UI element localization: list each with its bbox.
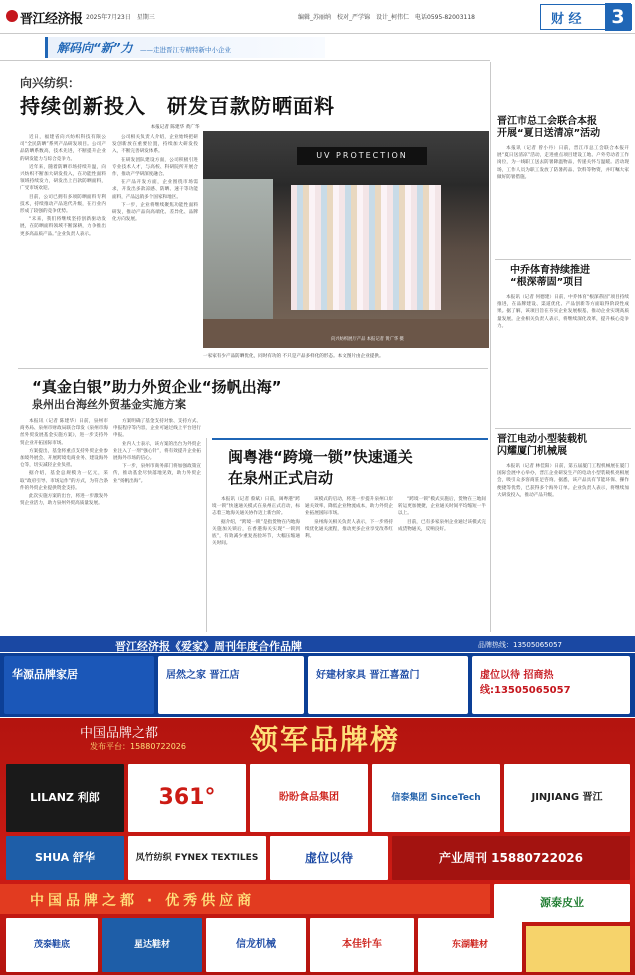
- brand-lilanz[interactable]: LILANZ 利郎: [6, 764, 124, 832]
- ad-tile: [526, 926, 630, 972]
- paragraph: 下一步，泉州市商务部门将加强政策宣传，推动基金尽快落地见效，助力外贸企业“扬帆出海”。: [113, 464, 201, 484]
- paragraph: “未来，我们将继续坚持创新驱动发展，在防晒面料领域不断深耕，力争推出更多高品质产品。”企业负责人表示。: [20, 217, 106, 237]
- paragraph: 本报讯（记者 蔡斌）日前，闽粤港“跨境一锁”快速通关模式在泉州正式启动，标志着三地海关通关协作迈上新台阶。: [212, 497, 300, 517]
- brief1-headline-line1: 晋江市总工会联合本报: [497, 116, 597, 127]
- brief2-body: [497, 294, 629, 424]
- lead-body-col1: [20, 134, 106, 364]
- ad-label: 虚位以待 招商热线:13505065057: [480, 670, 571, 696]
- ad-ranking-kicker: 中国品牌之都: [80, 726, 159, 741]
- section-title: 财 经: [551, 12, 582, 27]
- divider: [495, 428, 631, 429]
- divider: [18, 368, 488, 369]
- paragraph: 目前，公司已拥有多项防晒面料专利技术，持续推动产品迭代升级，在行业内形成了较强的竞争优势。: [20, 194, 106, 215]
- newspaper-logo-icon: [6, 10, 18, 22]
- ad-ranking-phone: 发布平台：15880722026: [90, 742, 186, 751]
- paragraph: 目前，已有多家泉州企业通过该模式完成货物通关，反响良好。: [398, 519, 486, 532]
- lead-photo: [203, 131, 489, 348]
- staff-credits: 编辑_苏丽纳 校对_严学锦 设计_柯伟仁 电话0595-82003118: [298, 14, 475, 21]
- brief2-headline-line1: 中乔体育持续推进: [510, 265, 590, 276]
- lead-headline: 持续创新投入 研发百款防晒面料: [20, 94, 335, 118]
- article3-body-col1: [212, 496, 300, 630]
- paragraph: 本报讯（记者 陈建华）日前，泉州市商务局、泉州市财政局联合印发《泉州市海丝外贸发展基金实施方案》，进一步支持外贸企业开拓国际市场。: [20, 419, 108, 446]
- article2-headline: “真金白银”助力外贸企业“扬帆出海”: [32, 378, 282, 396]
- brief3-headline-line2: 闪耀厦门机械展: [497, 446, 567, 457]
- paragraph: 在研发团队建设方面，公司积极引进专业技术人才，与高校、科研院所开展合作，推动产学研深度融合。: [112, 157, 198, 178]
- brief2-headline-line2: “根深蒂固”项目: [510, 277, 584, 288]
- brief3-body: [497, 463, 629, 631]
- paragraph: 据介绍，“跨境一锁”是指货物在内地海关施加关锁后，在香港海关实现“一锁到底”，有效减少重复查验环节，大幅压缩通关时间。: [212, 519, 300, 547]
- article3-body-col3: [398, 496, 486, 630]
- article2-body-col1: [20, 418, 108, 630]
- ad-title: 晋江经济报《爱家》周刊年度合作品牌: [115, 640, 302, 653]
- brand-sincetech[interactable]: 信泰集团 SinceTech: [372, 764, 500, 832]
- article3-headline-line2: 在泉州正式启动: [228, 469, 334, 487]
- paragraph: 本报讯（记者 林佳阳）日前，第五届厦门工程机械展在厦门国际会展中心举办，晋江企业研发生产的电动小型装载机亮相展会，吸引众多客商驻足咨询。据悉，该产品具有节能环保、操作便捷等优势，已获得多个海外订单。企业负责人表示，将继续加大研发投入，推动产品升级。: [497, 464, 629, 498]
- ad-vacancy[interactable]: [472, 656, 630, 714]
- paragraph: 本报讯（记者 何德建）日前，中乔体育“根深蒂固”项目持续推进，在品牌建设、渠道优化、产品创新等方面取得阶段性成果。据了解，该项目旨在夯实企业发展根基，推动企业实现高质量发展。企业相关负责人表示，将继续深化改革，提升核心竞争力。: [497, 295, 629, 329]
- paragraph: 近年来，随着防晒市场持续升温，向兴纺织不断加大研发投入，在功能性面料领域持续发力，研发出上百款防晒面料，广受市场欢迎。: [20, 164, 106, 192]
- brand-361[interactable]: 361°: [128, 764, 246, 832]
- paragraph: 本报讯（记者 曾小丹）日前，晋江市总工会联合本报开展“夏日送清凉”活动，走进重点项目建设工地、户外劳动者工作岗位，为一线职工送去防暑降温物品，传递关怀与温暖。活动现场，工作人员为职工发放了防暑药品、饮料等物资，并叮嘱大家做好防暑措施。: [497, 146, 629, 180]
- newspaper-name: 晋江经济报: [20, 12, 83, 27]
- article3-body-col2: [305, 496, 393, 630]
- paragraph: 在产品开发方面，企业围绕市场需求，开发出多款凉感、防晒、速干等功能面料，产品远销多个国家和地区。: [112, 180, 198, 200]
- paragraph: 业内人士表示，该方案的出台为外贸企业注入了一剂“强心针”，将有效提升企业拓展海外市场的信心。: [113, 441, 201, 462]
- article3-headline-line1: 闽粤港“跨境一锁”快速通关: [228, 448, 413, 466]
- ad-ranking-title: 领军品牌榜: [250, 723, 401, 756]
- brand-jinjiang[interactable]: JINJIANG 晋江: [504, 764, 630, 832]
- photo-credit: 向兴纺织展厅产品 本报记者 黄广华 摄: [331, 337, 404, 342]
- brand-yuantai[interactable]: 源泰皮业: [494, 884, 630, 922]
- brand-panpan[interactable]: 盼盼食品集团: [250, 764, 368, 832]
- photo-store-sign: UV PROTECTION: [297, 147, 427, 165]
- ad-huayuan[interactable]: [4, 656, 154, 714]
- brand-shua[interactable]: SHUA 舒华: [6, 836, 124, 880]
- paragraph: 方案明确了基金支持对象、支持方式、申报程序等内容，企业可通过线上平台进行申报。: [113, 419, 201, 439]
- divider: [0, 60, 490, 61]
- brand-vacancy[interactable]: 虚位以待: [270, 836, 388, 880]
- ad-label: 居然之家 晋江店: [166, 670, 240, 681]
- brand-benjia[interactable]: 本佳针车: [310, 918, 414, 972]
- paragraph: 此次实施方案的出台，将进一步激发外贸企业活力，助力泉州外贸高质量发展。: [20, 494, 108, 507]
- brand-donghu[interactable]: 东湖鞋材: [418, 918, 522, 972]
- lead-body-col2: [112, 134, 198, 364]
- lead-kicker: 向兴纺织：: [20, 76, 81, 90]
- article2-subhead: 泉州出台海丝外贸基金实施方案: [32, 398, 186, 411]
- photo-floor: [203, 319, 489, 348]
- ad-label: 华源品牌家居: [12, 668, 78, 681]
- ad-label: 好建材家具 晋江喜盈门: [316, 670, 420, 681]
- paragraph: 下一步，企业将继续聚焦功能性面料研发，推动产品向高端化、差异化、品牌化方向发展。: [112, 202, 198, 223]
- article3-top-rule: [212, 438, 488, 440]
- ad-hotline: 品牌热线：13505065057: [478, 641, 562, 649]
- lead-byline: 本报记者 陈建华 黄广华: [150, 125, 200, 130]
- paragraph: 泉州海关相关负责人表示，下一步将持续优化通关流程，推动更多企业享受改革红利。: [305, 519, 393, 540]
- issue-date: 2025年7月23日 星期三: [86, 14, 155, 21]
- column-banner-title: 解码向“新”力: [57, 41, 133, 55]
- column-divider: [206, 438, 207, 632]
- brand-xingda[interactable]: 星达鞋材: [102, 918, 202, 972]
- paragraph: 据介绍，基金总规模为一亿元，采取“政府引导、市场运作”的方式，为符合条件的外贸企业提供资金支持。: [20, 471, 108, 491]
- paragraph: 近日，福建省向兴纺织科技有限公司“全民防晒”系列产品研发项目。公司产品防晒系数高，技术先进，不断提升企业的研发能力与综合竞争力。: [20, 135, 106, 162]
- ad-easyhome[interactable]: [158, 656, 304, 714]
- paragraph: 方案提出，基金将重点支持外贸企业参加境外展会、开展跨境电商业务、建设海外仓等，切实减轻企业负担。: [20, 448, 108, 469]
- column-divider: [490, 62, 491, 632]
- divider: [495, 259, 631, 260]
- column-banner-subtitle: ——走进晋江专精特新中小企业: [140, 46, 231, 54]
- photo-garment-rack: [291, 185, 441, 310]
- brand-maotai[interactable]: 茂泰鞋底: [6, 918, 98, 972]
- paragraph: “跨境一锁”模式实施后，货物在三地间转运更加便捷，企业通关时间平均缩短一半以上。: [398, 497, 486, 517]
- brand-fynex[interactable]: 凤竹纺织 FYNEX TEXTILES: [128, 836, 266, 880]
- lead-photo-caption: 一家家有少产品防晒优化，同时有功的 不只是产品多样化的形态。本文图片由企业提供。: [203, 354, 384, 359]
- article2-body-col2: [113, 418, 201, 630]
- brand-industry-weekly[interactable]: 产业周刊 15880722026: [392, 836, 630, 880]
- ad-building-materials[interactable]: [308, 656, 468, 714]
- brief1-headline-line2: 开展“夏日送清凉”活动: [497, 128, 601, 139]
- brand-xinlong[interactable]: 信龙机械: [206, 918, 306, 972]
- page-number: 3: [605, 3, 631, 31]
- brief1-body: [497, 145, 629, 255]
- brief3-headline-line1: 晋江电动小型装载机: [497, 434, 587, 445]
- paragraph: 该模式的启动，将进一步提升泉州口岸通关效率，降低企业物流成本，助力外贸企业拓展国际市场。: [305, 497, 393, 517]
- supplier-strip-title: 中国品牌之都 · 优秀供应商: [30, 893, 256, 909]
- paragraph: 公司相关负责人介绍，企业始终把研发创新放在重要位置，持续加大研发投入，不断完善研发体系。: [112, 135, 198, 155]
